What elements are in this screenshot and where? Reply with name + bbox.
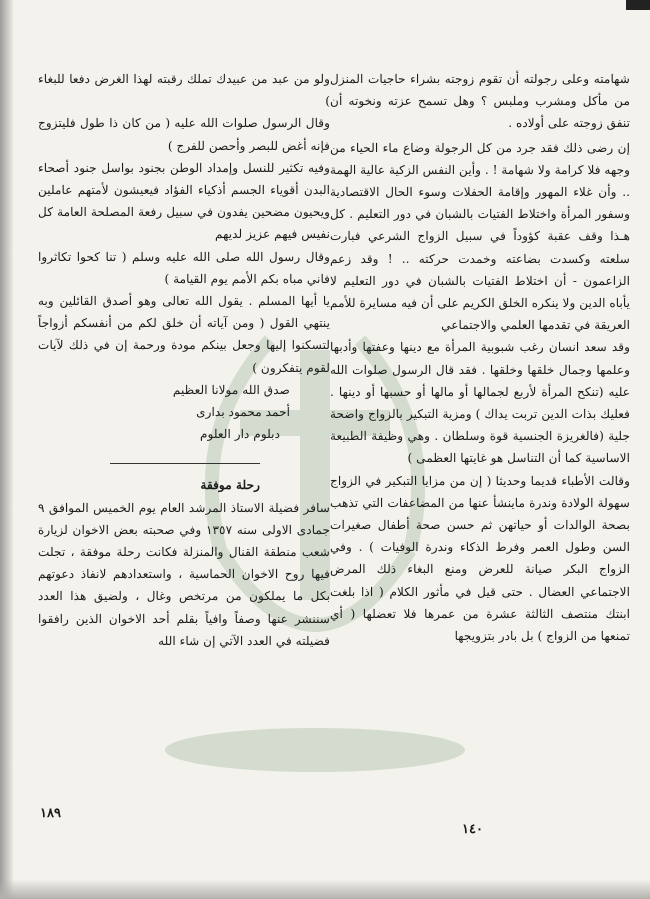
section-heading: رحلة موفقة <box>200 478 260 493</box>
article-paragraph: وقالت الأطباء قديما وحديثا ( إن من مزايا التبكير في الزواج سهولة الولادة وندرة ماينشأ عنها من المضاعفات التي تذهب بصحة الوالدات أو حياتهن ثم حسن صحة أطفال صغيرات السن وطول العمر وفرط الذكاء وندرة الوفيات ) . وفي الزواج البكر صيانة للعرض ومنع البغاء ذلك المرض الاجتماعي العضال . حتى قيل في مأثور الكلام ( اذا بلغت ابنتك منتصف الثالثة عشرة من عمرها فلا تعضلها ( أي تمنعها من الزواج ) بل بادر بتزويجها <box>330 473 630 644</box>
page-bottom-shadow <box>0 879 650 899</box>
article-paragraph: وقد سعد انسان رغب شبوبية المرأة مع دينها وعفتها وأدبها وعلمها وجمال خلقها وخلقها . فقد قال الرسول صلوات الله عليه (تنكح المرأة لأربع لجمالها أو مالها أو حسبها أو دينها . فعليك بذات الدين تربت يداك ) ومزية التبكير بالزواج واضحة جلية (فالغريزة الجنسية قوة وسلطان . وهي وظيفة الطبيعة الاساسية كما أن التناسل هو غايتها العظمى ) <box>330 340 630 466</box>
author-title: دبلوم دار العلوم <box>200 427 280 442</box>
article-paragraph: إن رضى ذلك فقد جرد من كل الرجولة وضاع ماء الحياء من وجهه فلا كرامة ولا شهامة ! . وأين النفس الزكية عالية الهمة .. وأن غلاء المهور وإقامة الحفلات وسوء الحال الاقتصادية وسفور المرأة واختلاط الفتيات بالشبان في دور التعليم . كل هـذا وقف عقبة كؤوداً في سبيل الزواج الشرعي فبارت سلعته وكسدت بضاعته وخمدت حركته .. ! وقد زعم الزاعمون - أن اختلاط الفتيات بالشبان في دور التعليم لا يأباه الدين ولا ينكره الخلق الكريم على أن فيه مسايرة للأمم العريقة في تقدمها العلمي والاجتماعي <box>330 140 630 333</box>
closing-verse: صدق الله مولانا العظيم <box>172 382 290 397</box>
page-number-left: ١٨٩ <box>40 806 61 821</box>
article-paragraph: وقال الرسول صلوات الله عليه ( من كان ذا طول فليتزوج فإنه أغض للبصر وأحصن للفرج ) <box>38 116 330 153</box>
article-paragraph: يا أيها المسلم . يقول الله تعالى وهو أصدق القائلين وبه ينتهي القول ( ومن آياته أن خلق لكم من أنفسكم أزواجاً لتسكنوا إليها وجعل بينكم مودة ورحمة إن في ذلك لآيات لقوم يتفكرون ) <box>38 294 330 375</box>
article-paragraph: وفيه تكثير للنسل وإمداد الوطن بجنود بواسل جنود أصحاء البدن أقوياء الجسم أذكياء الفؤاد فيعيشون لأمتهم عاملين ويحيون مضحين يفدون في سبيل رفعة المصلحة العامة كل نفيس فيهم عزيز لديهم <box>38 160 330 242</box>
article-paragraph: ولو من عبد من عبيدك تملك رقبته لهذا الغرض دفعا للبغاء ) <box>38 72 330 109</box>
scan-corner-mark <box>626 0 650 10</box>
page-binding-shadow <box>0 0 14 899</box>
article-paragraph: وقال رسول الله صلى الله عليه وسلم ( تنا كحوا تكاثروا فاني مباه بكم الأمم يوم القيامة ) <box>38 249 330 286</box>
author-name: أحمد محمود بدارى <box>196 405 290 420</box>
right-column-article <box>330 68 630 647</box>
section-divider <box>110 463 260 464</box>
article-paragraph: شهامته وعلى رجولته أن تقوم زوجته بشراء حاجيات المنزل من مأكل ومشرب وملبس ؟ وهل تسمح عزته ونخوته أن تنفق زوجته على أولاده . <box>330 72 630 131</box>
left-column-article <box>38 68 330 652</box>
page-number-right: ١٤٠ <box>462 822 483 837</box>
news-paragraph: سافر فضيلة الاستاذ المرشد العام يوم الخميس الموافق ٩ جمادى الاولى سنه ١٣٥٧ وفي صحبته بعض الاخوان لزيارة شعب منطقة القنال والمنزلة فكانت رحلة موفقة ، تجلت فيها روح الاخوان الحماسية ، واستعدادهم لانفاذ دعوتهم بكل ما يملكون من مرتخص وغال ، ولضيق هذا العدد سننشر عنها وصفاً وافياً بقلم أحد الاخوان الذين رافقوا فضيلته في العدد الآتي إن شاء الله <box>38 500 330 648</box>
